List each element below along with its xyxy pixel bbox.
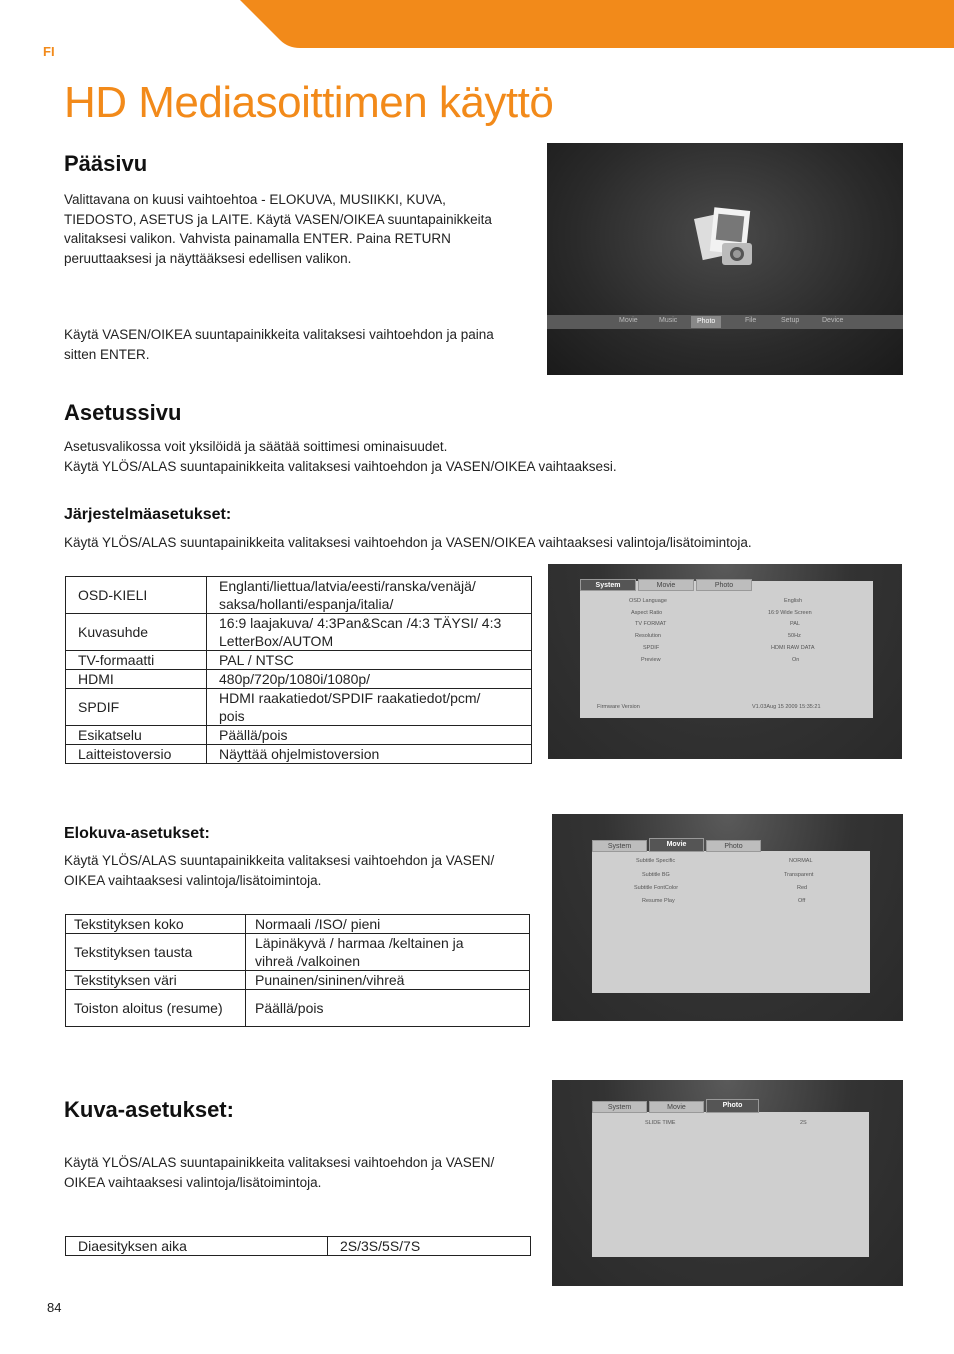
table-row: Esikatselu Päällä/pois	[66, 726, 532, 745]
table-row: SPDIF HDMI raakatiedot/SPDIF raakatiedot/pcm/ pois	[66, 689, 532, 726]
kuva-para: Käytä YLÖS/ALAS suuntapainikkeita valitaksesi vaihtoehdon ja VASEN/ OIKEA vaihtaaksesi valintoja/lisätoimintoja.	[64, 1155, 495, 1190]
tab-system: System	[592, 1101, 647, 1113]
settings-panel: System Movie Photo OSD Language English Aspect Ratio 16:9 Wide Screen TV FORMAT PAL Resolution 50Hz SPDIF HDMI RAW DATA Preview On Firmware Version V1.03Aug 15 2009 15:35:21	[580, 581, 873, 718]
table-row: Tekstityksen väri Punainen/sininen/vihreä	[66, 971, 530, 990]
main-menu-screenshot	[547, 143, 903, 375]
tab-photo: Photo	[706, 1099, 759, 1113]
system-settings-screenshot	[548, 564, 902, 759]
photo-settings-screenshot	[552, 1080, 903, 1286]
table-row: Tekstityksen koko Normaali /ISO/ pieni	[66, 915, 530, 934]
asetussivu-para: Asetusvalikossa voit yksilöidä ja säätää soittimesi ominaisuudet. Käytä YLÖS/ALAS suuntapainikkeita valitaksesi vaihtoehdon ja VASEN/OIKEA vaihtaaksesi.	[64, 439, 617, 474]
menu-item-device: Device	[822, 317, 844, 324]
table-row: TV-formaatti PAL / NTSC	[66, 651, 532, 670]
page-title: HD Mediasoittimen käyttö	[64, 78, 554, 127]
jarjestelma-para: Käytä YLÖS/ALAS suuntapainikkeita valitaksesi vaihtoehdon ja VASEN/OIKEA vaihtaaksesi valintoja/lisätoimintoja.	[64, 535, 752, 550]
table-row: Diaesityksen aika 2S/3S/5S/7S	[66, 1237, 531, 1256]
heading-elokuva: Elokuva-asetukset:	[64, 825, 210, 842]
table-row: HDMI 480p/720p/1080i/1080p/	[66, 670, 532, 689]
language-code: FI	[43, 44, 55, 59]
paasivu-para1: Valittavana on kuusi vaihtoehtoa - ELOKUVA, MUSIIKKI, KUVA, TIEDOSTO, ASETUS ja LAITE. Käytä VASEN/OIKEA suuntapainikkeita valitaksesi valikon. Vahvista painamalla ENTER. Paina RETURN peruuttaaksesi ja näyttääksesi edellisen valikon.	[64, 192, 492, 266]
page-number: 84	[47, 1300, 62, 1315]
movie-settings-table	[65, 914, 530, 1027]
paasivu-para2: Käytä VASEN/OIKEA suuntapainikkeita valitaksesi vaihtoehdon ja paina sitten ENTER.	[64, 327, 494, 362]
menu-item-setup: Setup	[781, 317, 800, 324]
tab-photo: Photo	[696, 579, 752, 591]
table-row: Tekstityksen tausta Läpinäkyvä / harmaa /keltainen ja vihreä /valkoinen	[66, 934, 530, 971]
photo-settings-table	[65, 1236, 531, 1256]
photo-icon	[692, 205, 762, 275]
heading-asetussivu: Asetussivu	[64, 400, 182, 425]
table-row: Toiston aloitus (resume) Päällä/pois	[66, 990, 530, 1027]
heading-paasivu: Pääsivu	[64, 151, 148, 176]
menu-item-photo: Photo	[691, 316, 721, 328]
tab-movie: Movie	[649, 838, 704, 852]
settings-panel: System Movie Photo Subtitle Specific NORMAL Subtitle BG Transparent Subtitle FontColor Red Resume Play Off	[592, 851, 870, 993]
menu-item-music: Music	[659, 317, 678, 324]
elokuva-para: Käytä YLÖS/ALAS suuntapainikkeita valitaksesi vaihtoehdon ja VASEN/ OIKEA vaihtaaksesi valintoja/lisätoimintoja.	[64, 853, 495, 888]
orange-header-tab	[240, 0, 954, 48]
movie-settings-screenshot	[552, 814, 903, 1021]
tab-system: System	[592, 840, 647, 852]
menu-item-file: File	[745, 317, 757, 324]
table-row: Laitteistoversio Näyttää ohjelmistoversion	[66, 745, 532, 764]
system-settings-table	[65, 576, 532, 764]
table-row: Kuvasuhde 16:9 laajakuva/ 4:3Pan&Scan /4:3 TÄYSI/ 4:3 LetterBox/AUTOM	[66, 614, 532, 651]
tab-system: System	[580, 579, 636, 591]
tab-movie: Movie	[649, 1101, 704, 1113]
settings-panel: System Movie Photo SLIDE TIME 2S	[592, 1112, 869, 1257]
table-row: OSD-KIELI Englanti/liettua/latvia/eesti/ranska/venäjä/ saksa/hollanti/espanja/italia/	[66, 577, 532, 614]
tab-photo: Photo	[706, 840, 761, 852]
heading-jarjestelma: Järjestelmäasetukset:	[64, 506, 232, 523]
tab-movie: Movie	[638, 579, 694, 591]
heading-kuva: Kuva-asetukset:	[64, 1097, 234, 1122]
main-menu-bar	[547, 315, 903, 329]
menu-item-movie: Movie	[619, 317, 638, 324]
